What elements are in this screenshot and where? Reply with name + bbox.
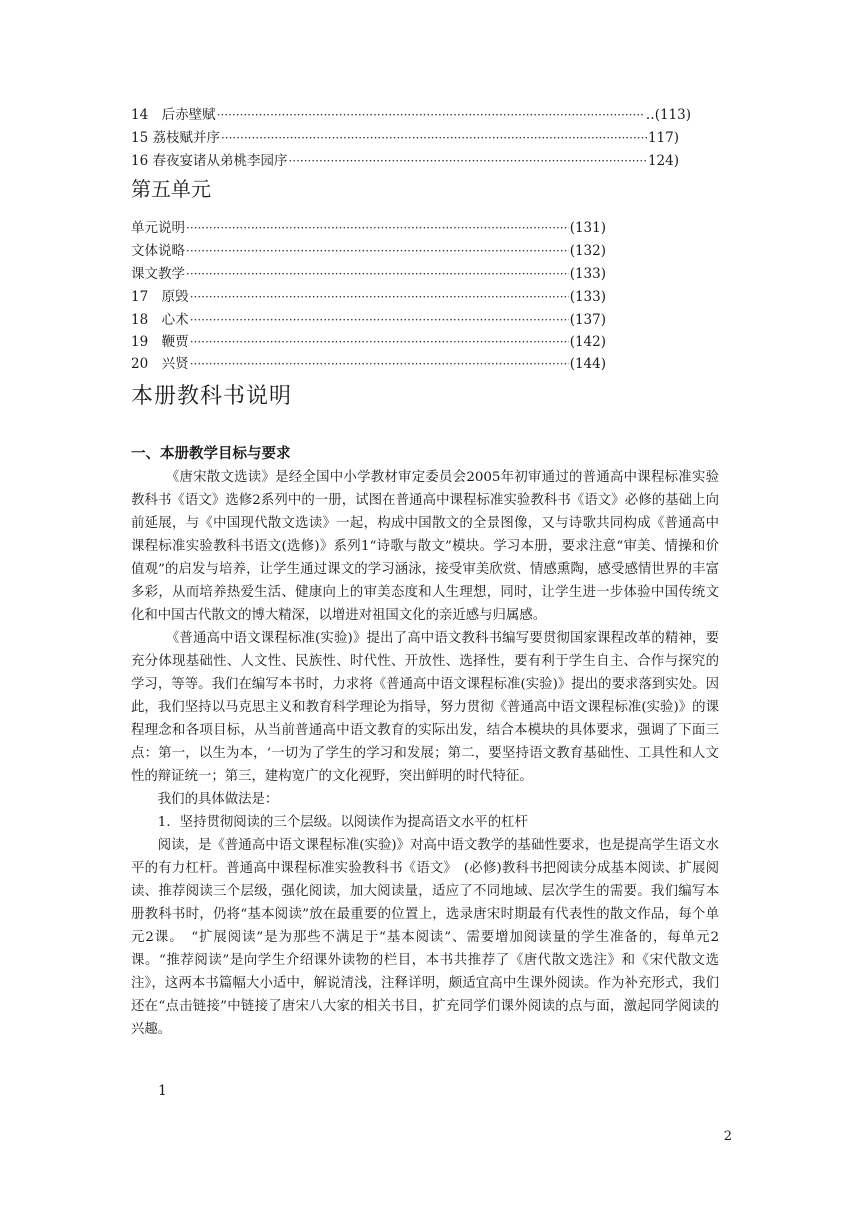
toc-entry-page: (132): [569, 243, 606, 259]
toc-entry[interactable]: [131, 309, 606, 331]
paragraph: 《普通高中语文课程标准(实验)》提出了高中语文教科书编写要贯彻国家课程改革的精神，要充分体现基础性、人文性、民族性、时代性、开放性、选择性，要有利于学生自主、合作与探究的学习，等等。我们在编写本书时，力求将《普通高中语文课程标准(实验)》提出的要求落到实处。因此，我们坚持以马克思主义和教育科学理论为指导，努力贯彻《普通高中语文课程标准(实验)》的课程理念和各项目标，从当前普通高中语文教育的实际出发，结合本模块的具体要求，强调了下面三点：第一，以生为本，‘一切为了学生的学习和发展；第二，要坚持语文教育基础性、工具性和人文性的辩证统一；第三，建构宽广的文化视野，突出鲜明的时代特征。: [131, 631, 719, 784]
unit-title: 第五单元: [131, 177, 211, 201]
toc-entry[interactable]: [131, 263, 606, 285]
toc-entry-page: (142): [569, 334, 606, 350]
toc-entry-label: 15 荔枝赋并序: [131, 130, 220, 146]
toc-entry-page: 124): [647, 153, 679, 169]
toc-leader-dots: [186, 263, 569, 285]
toc-leader-dots: [217, 104, 645, 126]
page-marker: 1: [158, 1083, 167, 1099]
toc-entry[interactable]: [131, 353, 606, 375]
toc-entry-label: 单元说明: [131, 220, 185, 236]
page-number: 2: [723, 1129, 732, 1144]
paragraph: 《唐宋散文选读》是经全国中小学教材审定委员会2005年初审通过的普通高中课程标准实验教科书《语文》选修2系列中的一册，试图在普通高中课程标准实验教科书《语文》必修的基础上向前延展，与《中国现代散文选读》一起，构成中国散文的全景图像，又与诗歌共同构成《普通高中课程标准实验教科书语文(选修)》系列1“诗歌与散文”模块。学习本册，要求注意“审美、情操和价值观”的启发与培养，让学生通过课文的学习涵泳，接受审美欣赏、情感熏陶，感受感情世界的丰富多彩，从而培养热爱生活、健康向上的审美态度和人生理想，同时，让学生进一步体验中国传统文化和中国古代散文的博大精深，以增进对祖国文化的亲近感与归属感。: [131, 470, 719, 623]
toc-entry[interactable]: [131, 104, 691, 126]
toc-entry-label: 课文教学: [131, 266, 185, 282]
toc-entry-label: 14 后赤壁赋: [131, 107, 216, 123]
toc-entry-page: (144): [569, 356, 606, 372]
toc-entry-page: (133): [569, 289, 606, 305]
toc-leader-dots: [190, 353, 569, 375]
toc-entry[interactable]: [131, 286, 606, 308]
toc-entry-label: 20 兴贤: [131, 356, 189, 372]
toc-entry[interactable]: [131, 150, 679, 172]
toc-entry-page: (131): [569, 220, 606, 236]
toc-entry-label: 17 原毁: [131, 289, 189, 305]
toc-entry-page: ‥(113): [645, 107, 691, 123]
body-text: [131, 466, 719, 1041]
toc-entry-page: 117): [647, 130, 679, 146]
toc-entry-label: 16 春夜宴诸从弟桃李园序: [131, 153, 288, 169]
toc-leader-dots: [190, 331, 569, 353]
toc-entry[interactable]: [131, 217, 606, 239]
toc-leader-dots: [221, 127, 647, 149]
toc-leader-dots: [190, 309, 569, 331]
toc-leader-dots: [190, 286, 569, 308]
toc-entry[interactable]: [131, 331, 606, 353]
toc-entry-label: 18 心术: [131, 312, 189, 328]
subheading: 1．坚持贯彻阅读的三个层级。以阅读作为提高语文水平的杠杆: [157, 815, 528, 830]
paragraph: 阅读，是《普通高中语文课程标准(实验)》对高中语文教学的基础性要求，也是提高学生语文水平的有力杠杆。普通高中课程标准实验教科书《语文》 (必修)教科书把阅读分成基本阅读、扩展阅读、推荐阅读三个层级，强化阅读，加大阅读量，适应了不同地域、层次学生的需要。我们编写本册教科书时，仍将“基本阅读”放在最重要的位置上，选录唐宋时期最有代表性的散文作品，每个单元2课。 “扩展阅读”是为那些不满足于“基本阅读”、需要增加阅读量的学生准备的，每单元2课。“推荐阅读”是向学生介绍课外读物的栏目，本书共推荐了《唐代散文选注》和《宋代散文选注》，这两本书篇幅大小适中，解说清浅，注释详明，颇适宜高中生课外阅读。作为补充形式，我们还在“点击链接”中链接了唐宋八大家的相关书目，扩充同学们课外阅读的点与面，激起同学阅读的兴趣。: [131, 838, 719, 1037]
book-title: 本册教科书说明: [131, 384, 293, 409]
toc-leader-dots: [288, 150, 646, 172]
toc-entry-label: 文体说略: [131, 243, 185, 259]
toc-entry-label: 19 鞭贾: [131, 334, 189, 350]
paragraph: 我们的具体做法是：: [157, 792, 279, 807]
toc-entry-page: (133): [569, 266, 606, 282]
toc-entry-page: (137): [569, 312, 606, 328]
toc-leader-dots: [186, 217, 569, 239]
toc-entry[interactable]: [131, 127, 679, 149]
toc-leader-dots: [186, 240, 569, 262]
section-heading: 一、本册教学目标与要求: [131, 446, 291, 462]
toc-entry[interactable]: [131, 240, 606, 262]
